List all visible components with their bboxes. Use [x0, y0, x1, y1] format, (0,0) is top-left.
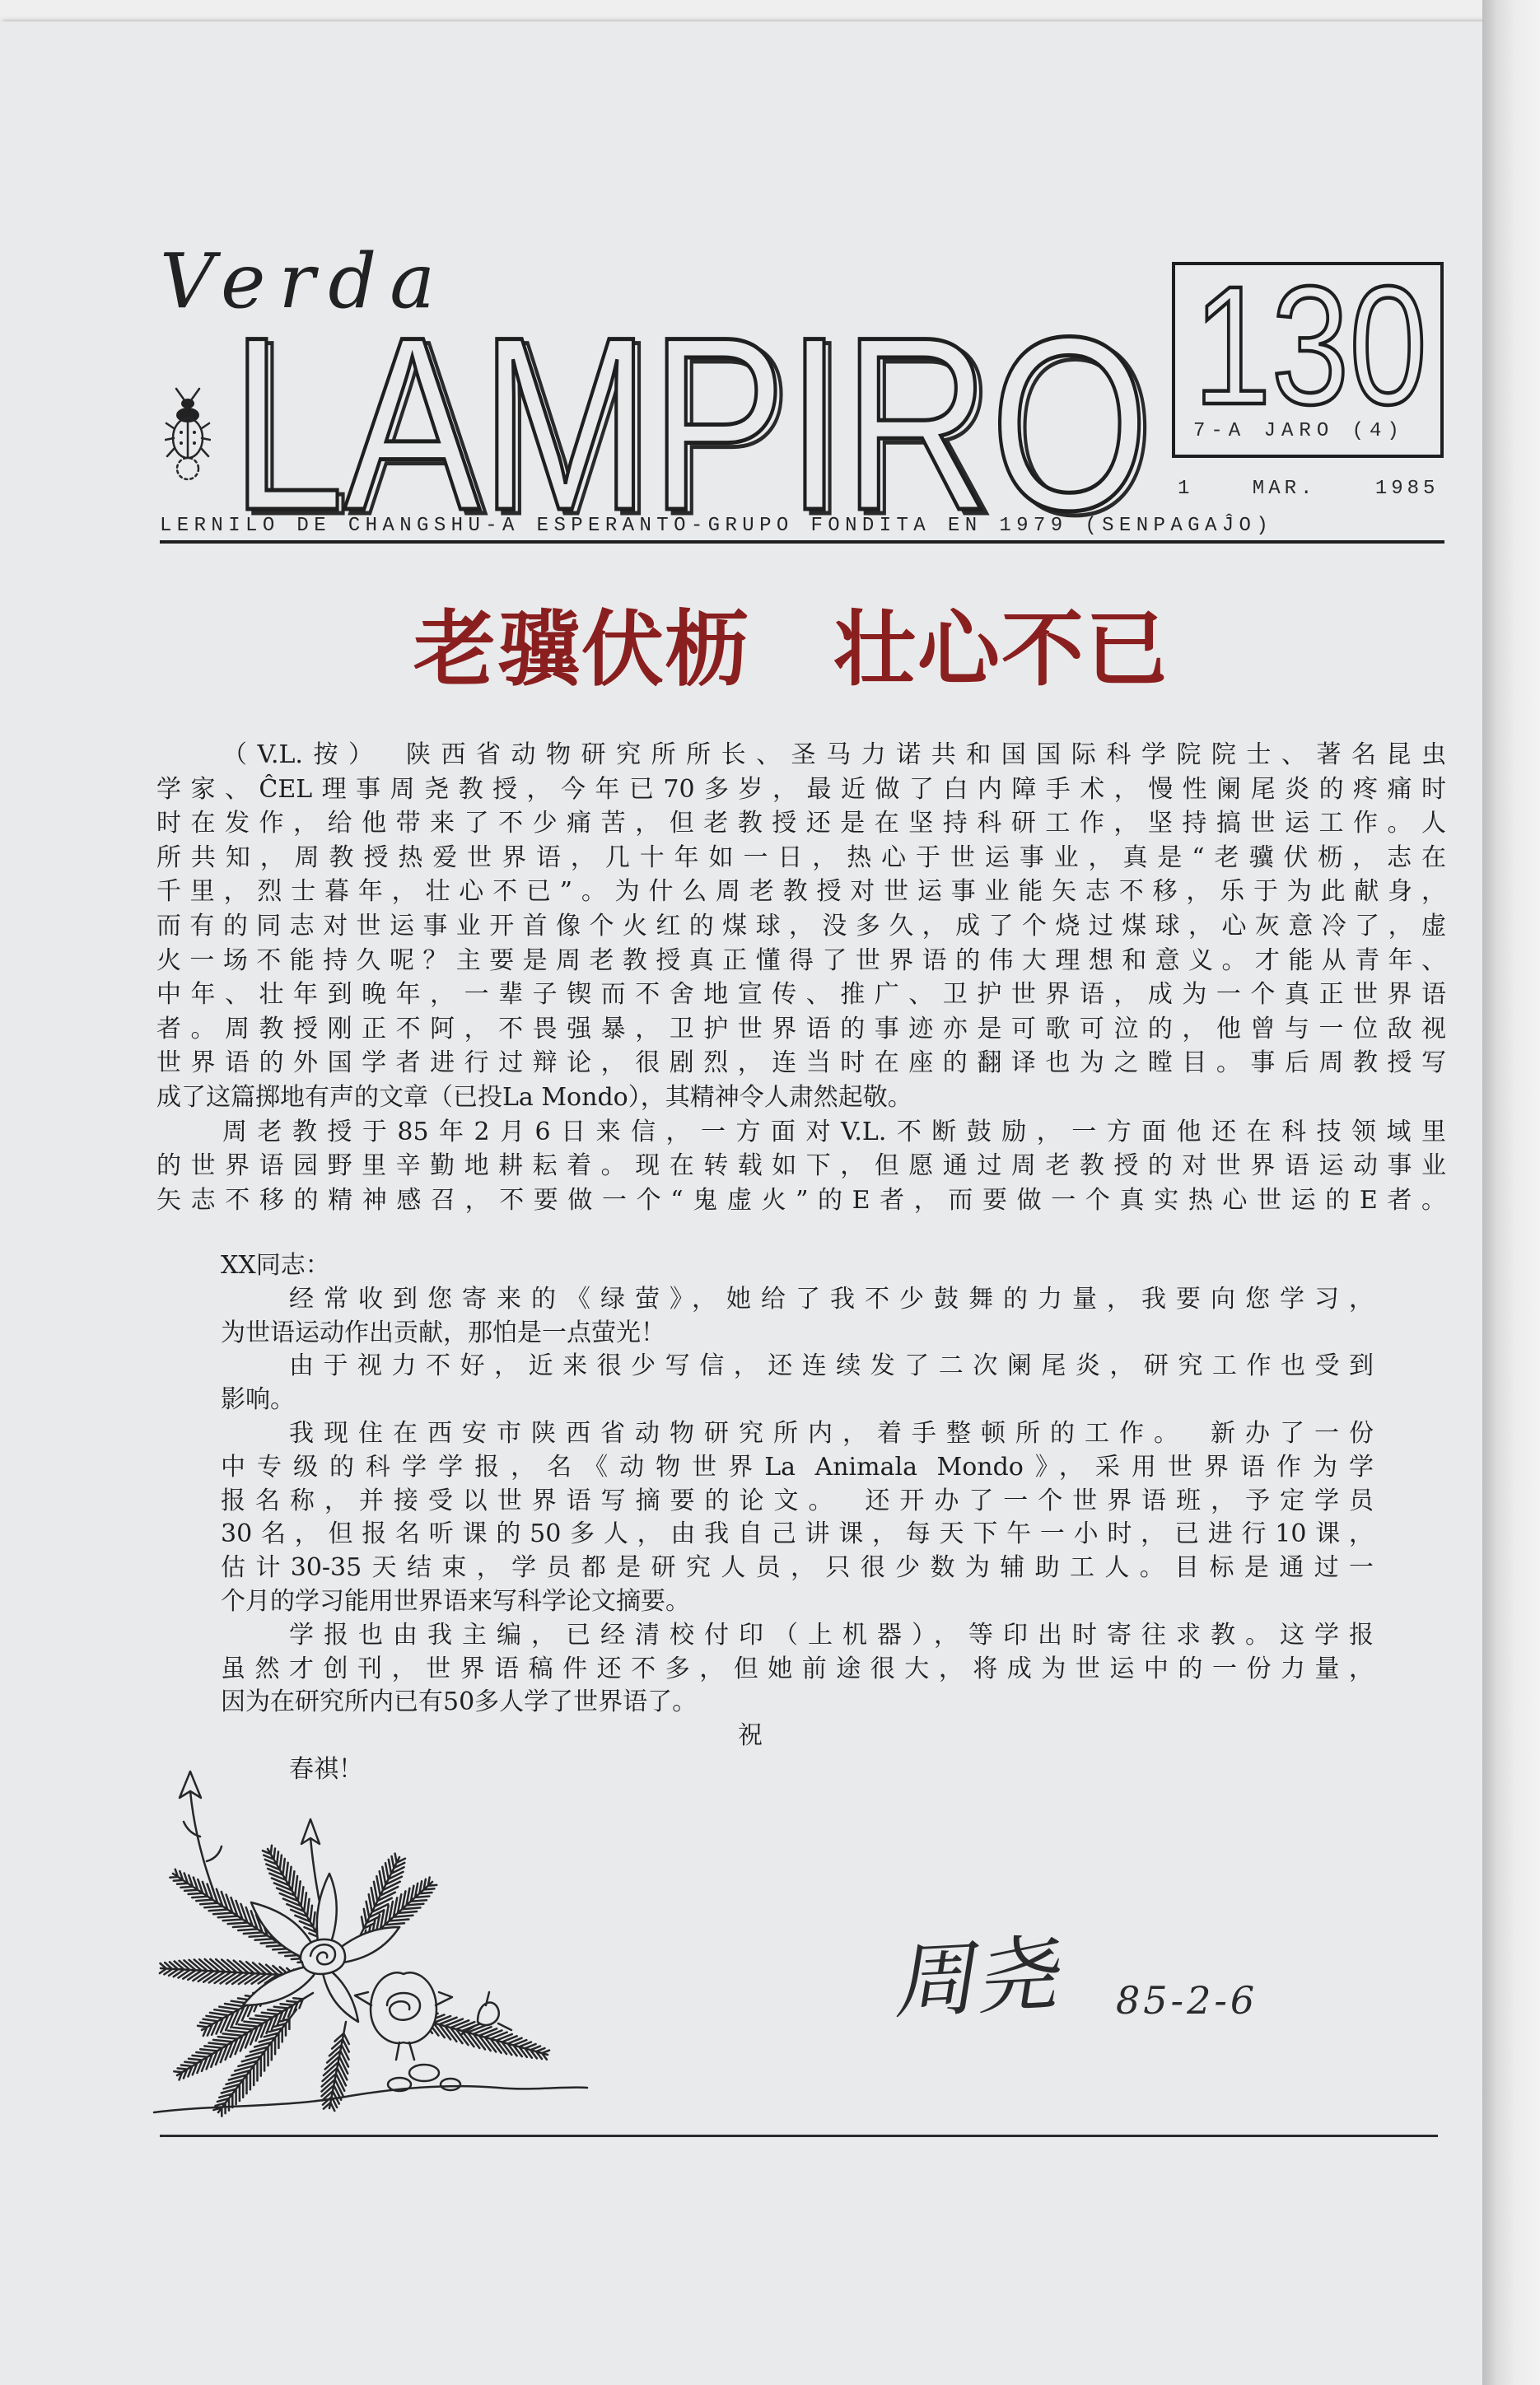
letter-line: 因为在研究所内已有50多人学了世界语了。	[221, 1687, 698, 1717]
letter-closing: 祝	[738, 1721, 763, 1751]
masthead-rule	[160, 540, 1444, 544]
letter-line: 经常收到您寄来的《绿萤》，她给了我不少鼓舞的力量，我要向您学习，	[289, 1284, 1374, 1314]
letter-line: 30名，但报名听课的50多人，由我自己讲课，每天下午一小时，已进行10课，	[221, 1519, 1374, 1549]
article-line: 所共知，周教授热爱世界语，几十年如一日，热心于世运事业，真是“老骥伏枥，志在	[156, 842, 1446, 872]
letter-line: 中专级的科学学报，名《动物世界La Animala Mondo》，采用世界语作为学	[221, 1452, 1374, 1482]
article-line: 世界语的外国学者进行过辩论，很剧烈，连当时在座的翻译也为之瞠目。事后周教授写	[156, 1048, 1446, 1078]
letter-line: 虽然才创刊，世界语稿件还不多，但她前途很大，将成为世运中的一份力量，	[221, 1654, 1374, 1683]
article-line: 者。周教授刚正不阿，不畏强暴，卫护世界语的事迹亦是可歌可泣的，他曾与一位敌视	[156, 1014, 1446, 1043]
issue-number	[1185, 277, 1432, 413]
letter-salutation: XX同志：	[221, 1251, 330, 1280]
article-line: 而有的同志对世运事业开首像个火红的煤球，没多久，成了个烧过煤球，心灰意冷了，虚	[156, 911, 1446, 940]
letter-line: 报名称，并接受以世界语写摘要的论文。 还开办了一个世界语班，予定学员	[221, 1486, 1374, 1515]
letter-line: 由于视力不好，近来很少写信，还连续发了二次阑尾炎，研究工作也受到	[289, 1351, 1374, 1381]
article-line: 的世界语园野里辛勤地耕耘着。现在转载如下，但愿通过周老教授的对世界语运动事业	[156, 1151, 1446, 1181]
article-line: 周老教授于85年2月6日来信，一方面对V.L.不断鼓励，一方面他还在科技领域里	[222, 1117, 1446, 1146]
letter-line: 我现住在西安市陕西省动物研究所内，着手整顿所的工作。 新办了一份	[289, 1418, 1374, 1448]
masthead-subtitle: LERNILO DE CHANGSHU-A ESPERANTO-GRUPO FONDITA EN 1979 (SENPAGAĴO)	[160, 515, 1274, 537]
bottom-rule	[160, 2135, 1438, 2137]
pine-branches	[160, 1846, 549, 2117]
article-line: 中年、壮年到晚年，一辈子锲而不舍地宣传、推广、卫护世界语，成为一个真正世界语	[156, 980, 1446, 1010]
letter-wish: 春祺！	[289, 1754, 363, 1784]
article-line: （V.L.按） 陕西省动物研究所所长、圣马力诺共和国国际科学院院士、著名昆虫	[222, 740, 1446, 769]
rose-flower	[355, 1972, 452, 2060]
issue-box	[1172, 262, 1444, 458]
flower-drawing	[152, 1758, 589, 2129]
article-line: 成了这篇掷地有声的文章（已投La Mondo），其精神令人肃然起敬。	[156, 1082, 912, 1112]
article-line: 学家、ĈEL理事周尧教授，今年已70多岁，最近做了白内障手术，慢性阑尾炎的疼痛时	[156, 774, 1446, 804]
volume-label: 7-A JARO (4)	[1193, 420, 1405, 442]
issue-number-text: 130	[1193, 277, 1427, 413]
masthead-script-title: Verda	[160, 237, 449, 325]
article-headline: 老骥伏枥 壮心不已	[413, 600, 1169, 698]
issue-date: 1 MAR. 1985	[1178, 478, 1440, 500]
letter-line: 个月的学习能用世界语来写科学论文摘要。	[221, 1586, 690, 1616]
letter-line: 学报也由我主编，已经清校付印（上机器），等印出时寄往求教。这学报	[289, 1620, 1374, 1650]
beetle-icon	[165, 387, 211, 483]
signature-name: 周尧	[890, 1925, 1071, 2032]
quoted-letter	[221, 1249, 1374, 1787]
page-edge	[1482, 0, 1540, 2385]
article-line: 时在发作，给他带来了不少痛苦，但老教授还是在坚持科研工作，坚持搞世运工作。人	[156, 809, 1446, 838]
signature-date: 85-2-6	[1116, 1978, 1258, 2023]
letter-line: 影响。	[221, 1385, 295, 1415]
masthead-title	[222, 321, 1161, 519]
article-body	[156, 738, 1446, 1217]
article-line: 矢志不移的精神感召，不要做一个“鬼虚火”的E者，而要做一个真实热心世运的E者。	[156, 1185, 1446, 1215]
letter-line: 估计30-35天结束，学员都是研究人员，只很少数为辅助工人。目标是通过一	[221, 1553, 1374, 1583]
masthead-title-shadow: LAMPIRO	[236, 321, 1155, 519]
article-line: 千里，烈士暮年，壮心不已”。为什么周老教授对世运事业能矢志不移，乐于为此献身，	[156, 877, 1446, 907]
masthead-title-text: LAMPIRO	[231, 321, 1149, 519]
article-line: 火一场不能持久呢？主要是周老教授真正懂得了世界语的伟大理想和意义。才能从青年、	[156, 945, 1446, 975]
letter-line: 为世语运动作出贡献，那怕是一点萤光！	[221, 1318, 665, 1347]
